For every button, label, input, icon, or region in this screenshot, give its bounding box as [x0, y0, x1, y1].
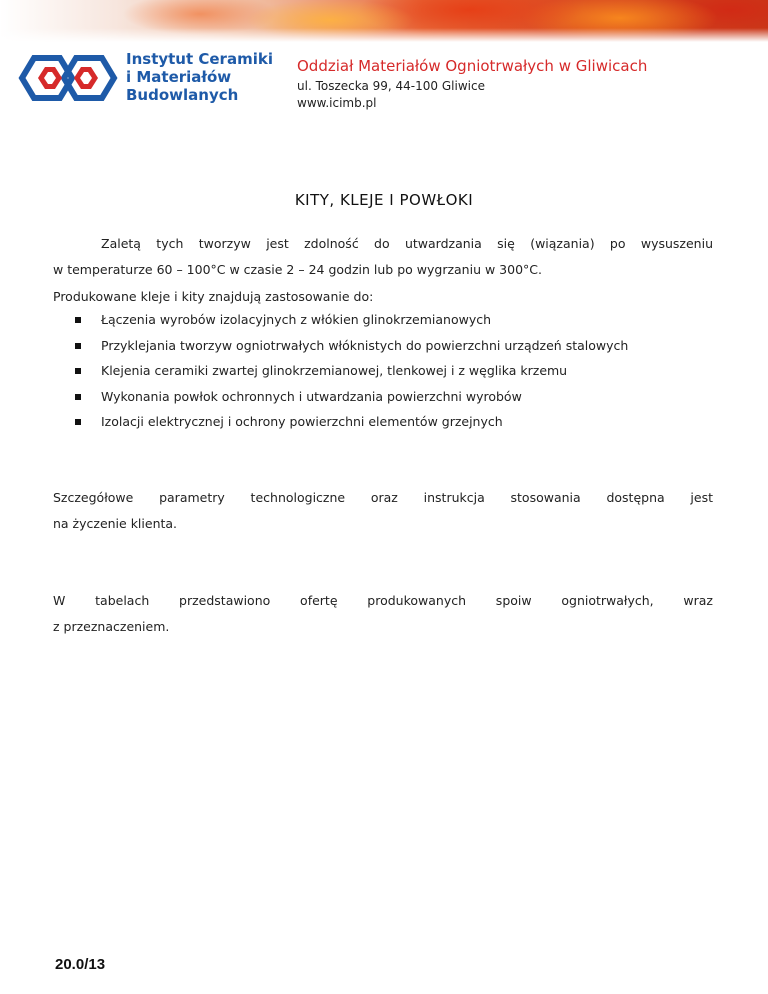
institute-name-line: Instytut Ceramiki — [126, 50, 273, 68]
paragraph-advantage-line: Zaletą tych tworzyw jest zdolność do utwardzania się (wiązania) po wysuszeniu — [101, 236, 713, 251]
footer-document-code: 20.0/13 — [55, 956, 106, 973]
department-name: Oddział Materiałów Ogniotrwałych w Gliwicach — [297, 57, 648, 75]
paragraph-tables-line: W tabelach przedstawiono ofertę produkowanych spoiw ogniotrwałych, wraz — [53, 593, 713, 608]
paragraph-tables-line: z przeznaczeniem. — [53, 619, 170, 634]
address-text: ul. Toszecka 99, 44-100 Gliwice — [297, 79, 485, 93]
list-item: Wykonania powłok ochronnych i utwardzania powierzchni wyrobów — [75, 389, 628, 415]
document-title: KITY, KLEJE I POWŁOKI — [294, 191, 474, 209]
institute-logo-icon — [18, 50, 118, 106]
list-item: Klejenia ceramiki zwartej glinokrzemianowej, tlenkowej i z węglika krzemu — [75, 363, 628, 389]
list-item: Łączenia wyrobów izolacyjnych z włókien glinokrzemianowych — [75, 312, 628, 338]
paragraph-parameters-line: na życzenie klienta. — [53, 516, 178, 531]
institute-name-line: i Materiałów — [126, 68, 232, 86]
institute-name-line: Budowlanych — [126, 86, 239, 104]
list-item: Izolacji elektrycznej i ochrony powierzchni elementów grzejnych — [75, 414, 628, 440]
header-fire-banner — [0, 0, 768, 42]
paragraph-parameters-line: Szczegółowe parametry technologiczne oraz instrukcja stosowania dostępna jest — [53, 490, 713, 505]
uses-list — [75, 312, 628, 440]
institute-name — [126, 50, 276, 104]
website-link[interactable]: www.icimb.pl — [297, 96, 377, 110]
uses-intro: Produkowane kleje i kity znajdują zastosowanie do: — [53, 289, 374, 304]
list-item: Przyklejania tworzyw ogniotrwałych włóknistych do powierzchni urządzeń stalowych — [75, 338, 628, 364]
paragraph-advantage-line: w temperaturze 60 – 100°C w czasie 2 – 24 godzin lub po wygrzaniu w 300°C. — [53, 262, 542, 277]
